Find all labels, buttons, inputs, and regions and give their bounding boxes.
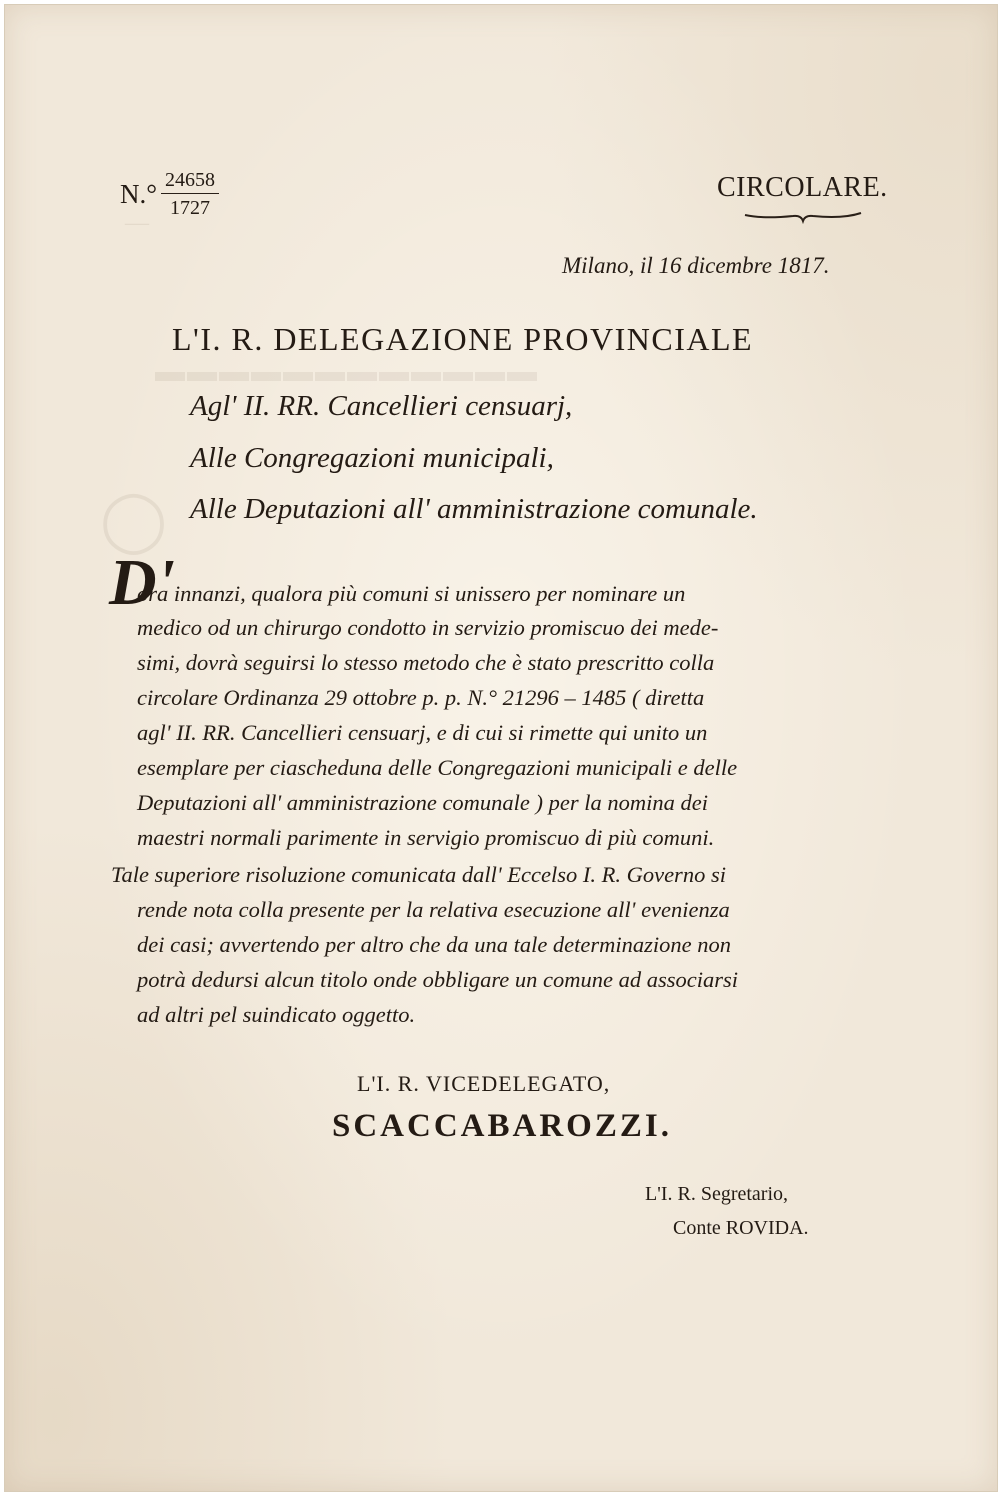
number-fraction bbox=[161, 168, 219, 220]
signatory-name: SCACCABAROZZI. bbox=[332, 1108, 672, 1144]
addressee-line: Alle Deputazioni all' amministrazione comunale. bbox=[190, 493, 758, 525]
document-number bbox=[120, 168, 219, 220]
number-top: 24658 bbox=[161, 168, 219, 194]
addressee-line: Alle Congregazioni municipali, bbox=[190, 442, 554, 474]
secretary-name: Conte ROVIDA. bbox=[673, 1217, 809, 1239]
number-bottom: 1727 bbox=[170, 197, 211, 219]
number-label: N.° bbox=[120, 178, 158, 209]
body-line: ad altri pel suindicato oggetto. bbox=[137, 1002, 416, 1027]
body-line: medico od un chirurgo condotto in servizio promiscuo dei mede- bbox=[137, 615, 719, 640]
body-line: ora innanzi, qualora più comuni si unissero per nominare un bbox=[137, 581, 686, 606]
addressee-line: Agl' II. RR. Cancellieri censuarj, bbox=[190, 390, 573, 422]
bleed-through-mark: ◯ bbox=[100, 487, 168, 553]
drop-cap: D' bbox=[109, 546, 175, 619]
body-line: potrà dedursi alcun titolo onde obbligare un comune ad associarsi bbox=[137, 967, 739, 992]
bleed-through-mark: — bbox=[125, 210, 149, 236]
signatory-title: L'I. R. VICEDELEGATO, bbox=[357, 1071, 611, 1096]
body-line: Deputazioni all' amministrazione comunale ) per la nomina dei bbox=[137, 790, 709, 815]
document-date: Milano, il 16 dicembre 1817. bbox=[562, 253, 830, 278]
document-page bbox=[4, 4, 998, 1492]
body-line: maestri normali parimente in servigio promiscuo di più comuni. bbox=[137, 825, 715, 850]
body-line: agl' II. RR. Cancellieri censuarj, e di cui si rimette qui unito un bbox=[137, 720, 708, 745]
bleed-through-mark: ▬▬▬▬▬▬▬▬▬▬▬▬ bbox=[155, 355, 539, 388]
flourish-ornament bbox=[743, 205, 863, 225]
body-line: circolare Ordinanza 29 ottobre p. p. N.° 21296 – 1485 ( diretta bbox=[137, 685, 705, 710]
document-type: CIRCOLARE. bbox=[717, 172, 888, 203]
body-line: dei casi; avvertendo per altro che da una tale determinazione non bbox=[137, 932, 732, 957]
body-line: Tale superiore risoluzione comunicata dall' Eccelso I. R. Governo si bbox=[111, 862, 726, 887]
body-line: simi, dovrà seguirsi lo stesso metodo che è stato prescritto colla bbox=[137, 650, 715, 675]
body-line: rende nota colla presente per la relativa esecuzione all' evenienza bbox=[137, 897, 730, 922]
body-line: esemplare per ciascheduna delle Congregazioni municipali e delle bbox=[137, 755, 738, 780]
document-heading: L'I. R. DELEGAZIONE PROVINCIALE bbox=[172, 321, 754, 357]
secretary-title: L'I. R. Segretario, bbox=[645, 1183, 789, 1205]
